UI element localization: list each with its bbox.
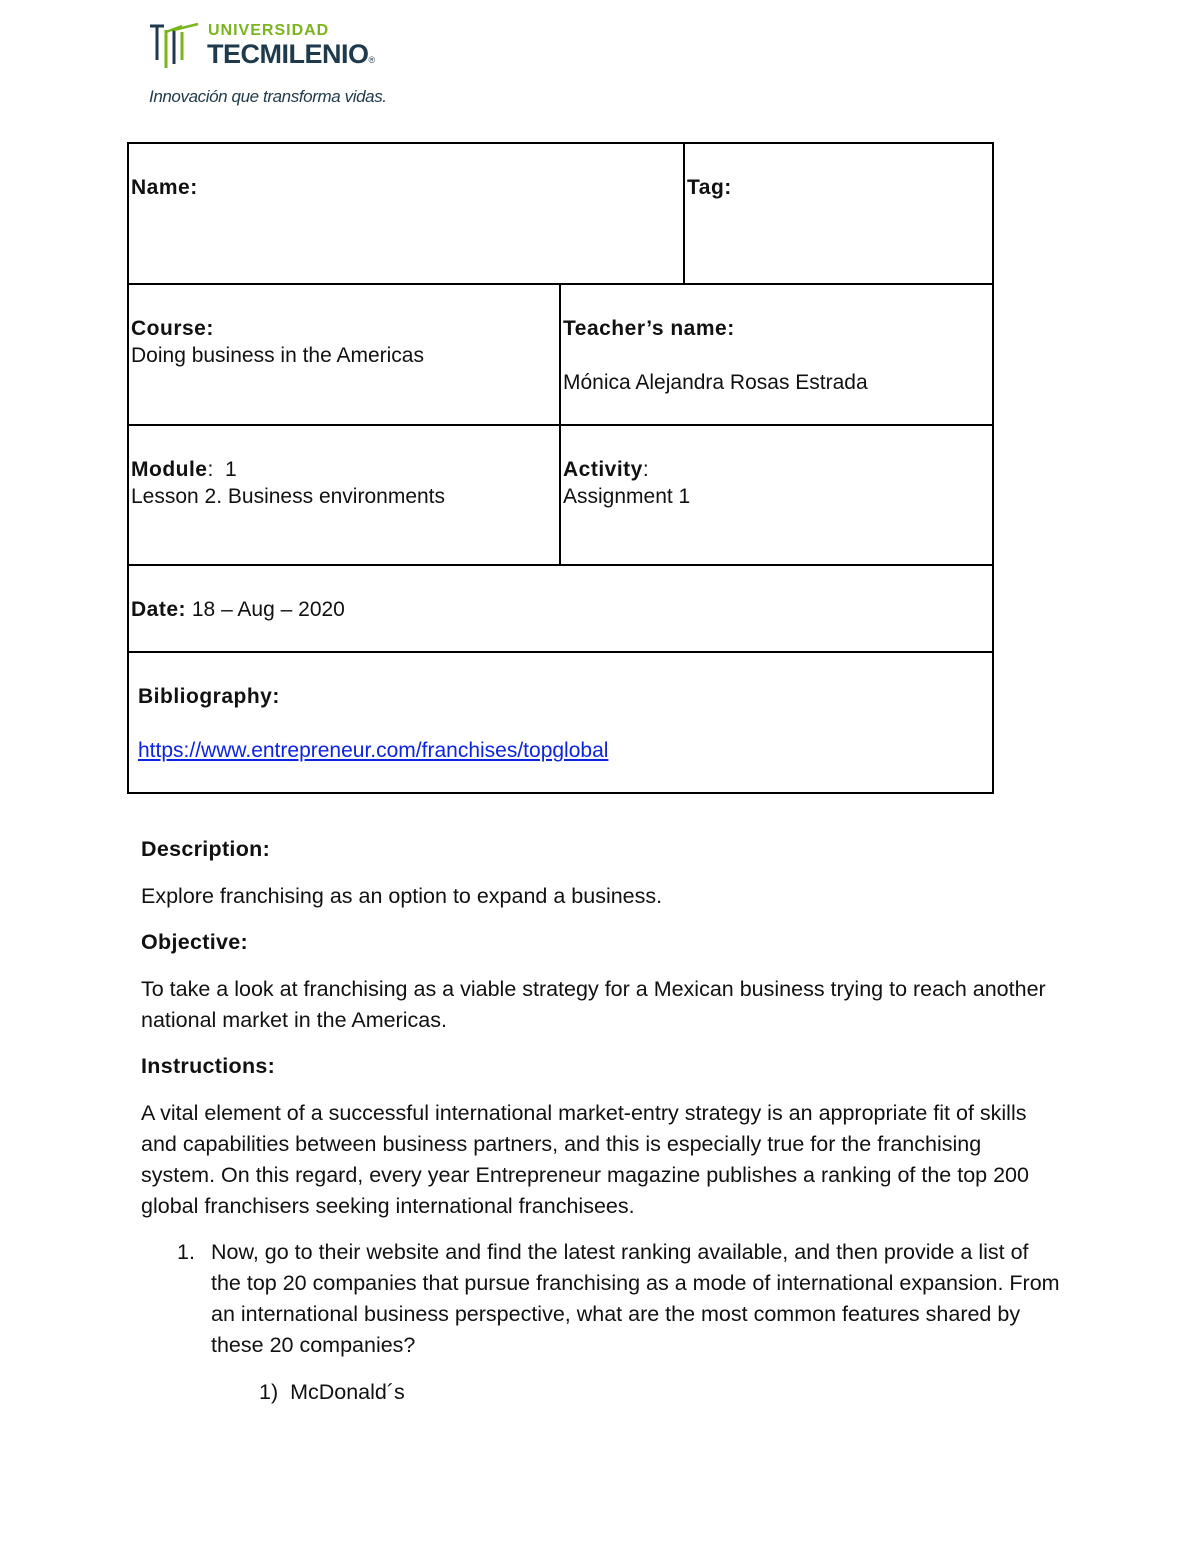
activity-label: Activity xyxy=(563,458,643,481)
date-cell: Date: 18 – Aug – 2020 xyxy=(128,565,993,652)
university-logo xyxy=(146,20,416,112)
logo-trademark: ® xyxy=(368,55,375,65)
bibliography-cell: Bibliography: https://www.entrepreneur.com/franchises/topglobal xyxy=(128,652,993,793)
bibliography-link[interactable]: https://www.entrepreneur.com/franchises/topglobal xyxy=(138,739,609,762)
module-label: Module xyxy=(131,458,208,481)
course-label: Course xyxy=(131,317,207,340)
tag-label: Tag xyxy=(687,176,725,199)
task-item xyxy=(141,1237,1061,1361)
answer-item xyxy=(141,1377,1061,1408)
description-text: Explore franchising as an option to expand a business. xyxy=(141,884,663,908)
task-text: Now, go to their website and find the latest ranking available, and then provide a list of the top 20 companies that pursue franchising as a mode of international expansion. From an international business perspective, what are the most common features shared by these 20 companies? xyxy=(211,1240,1060,1357)
lesson-value: Lesson 2. Business environments xyxy=(131,485,446,508)
objective-text: To take a look at franchising as a viable strategy for a Mexican business trying to reach another national market in the Americas. xyxy=(141,977,1046,1032)
course-cell: Course: Doing business in the Americas xyxy=(128,284,560,425)
name-cell: Name: xyxy=(128,143,684,284)
teacher-cell: Teacher’s name: Mónica Alejandra Rosas Estrada xyxy=(560,284,993,425)
name-label: Name xyxy=(131,176,191,199)
assignment-body xyxy=(141,834,1061,1408)
module-number: 1 xyxy=(225,458,237,481)
logo-name-text: TECMILENIO® xyxy=(207,39,375,69)
date-label: Date xyxy=(131,598,179,621)
module-cell: Module: 1 Lesson 2. Business environments xyxy=(128,425,560,565)
logo-university-text: UNIVERSIDAD xyxy=(208,22,330,39)
logo-emblem-icon xyxy=(146,20,202,72)
teacher-label: Teacher’s name xyxy=(563,317,728,340)
activity-cell: Activity: Assignment 1 xyxy=(560,425,993,565)
bibliography-label: Bibliography xyxy=(138,685,273,708)
course-value: Doing business in the Americas xyxy=(131,344,424,367)
teacher-value: Mónica Alejandra Rosas Estrada xyxy=(563,371,868,394)
logo-tagline: Innovación que transforma vidas. xyxy=(149,87,387,106)
activity-value: Assignment 1 xyxy=(563,485,691,508)
date-value: 18 – Aug – 2020 xyxy=(191,598,345,621)
task-number: 1. xyxy=(177,1240,195,1264)
instructions-text: A vital element of a successful international market-entry strategy is an appropriate fit of skills and capabilities between business partners, and this is especially true for the franchising system. On this regard, every year Entrepreneur magazine publishes a ranking of the top 200 global franchisers seeking international franchisees. xyxy=(141,1101,1029,1218)
answer-text: McDonald´s xyxy=(290,1380,405,1404)
info-table xyxy=(127,142,994,794)
answer-number: 1) xyxy=(259,1380,279,1404)
objective-heading: Objective: xyxy=(141,930,248,954)
tag-cell: Tag: xyxy=(684,143,993,284)
description-heading: Description: xyxy=(141,837,271,861)
instructions-heading: Instructions: xyxy=(141,1054,276,1078)
